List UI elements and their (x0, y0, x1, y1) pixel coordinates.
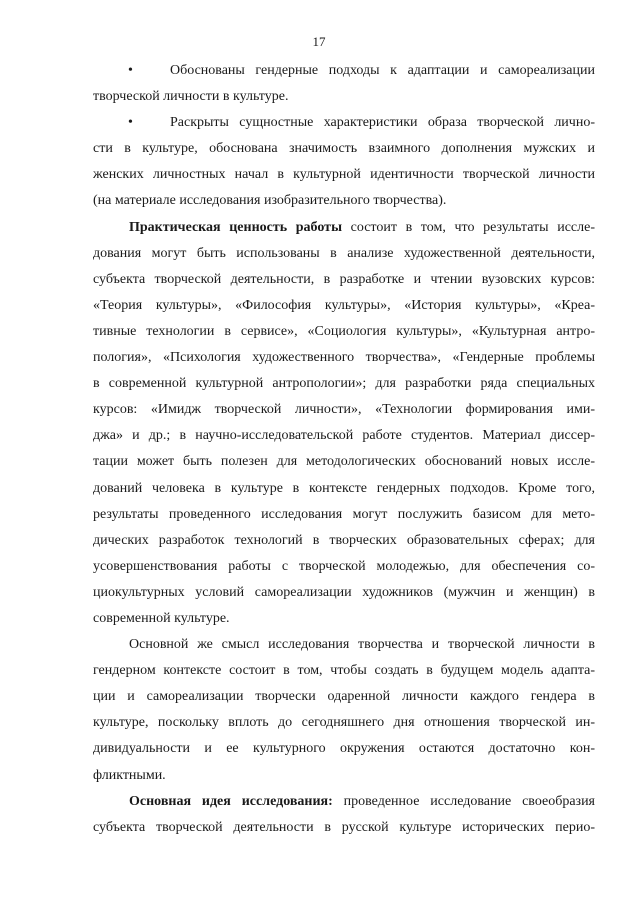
text-line (93, 241, 595, 267)
text-line (93, 710, 595, 736)
line-text: состоит в том, что результаты иссле- (342, 219, 595, 235)
text-line (93, 397, 595, 423)
paragraph-last-line (93, 188, 595, 214)
text-line (93, 267, 595, 293)
text-line (93, 736, 595, 762)
text-line (93, 345, 595, 371)
line-text: субъекта творческой деятельности в русской культуре исторических перио- (93, 819, 595, 835)
bullet-text: Обоснованы гендерные подходы к адаптации и самореализации (170, 63, 595, 78)
line-text: сти в культуре, обоснована значимость взаимного дополнения мужских и (93, 141, 595, 157)
text-line (93, 449, 595, 475)
body-text (93, 58, 595, 841)
text-line (93, 423, 595, 449)
paragraph-first-line (93, 789, 595, 815)
line-text: результаты проведенного исследования могут послужить базисом для мето- (93, 506, 595, 522)
line-text: «Теория культуры», «Философия культуры», «История культуры», «Креа- (93, 297, 595, 313)
line-text: (на материале исследования изобразительного творчества). (93, 193, 447, 209)
paragraph-last-line (93, 763, 595, 789)
paragraph-last-line (93, 84, 595, 110)
line-text: фликтными. (93, 767, 166, 783)
line-text: джа» и др.; в научно-исследовательской работе студентов. Материал диссер- (93, 428, 595, 444)
paragraph-first-line (93, 632, 595, 658)
line-text: дивидуальности и ее культурного окружения остаются достаточно кон- (93, 741, 595, 757)
line-text: курсов: «Имидж творческой личности», «Технологии формирования ими- (93, 402, 595, 418)
bullet-item-line (93, 110, 595, 136)
line-text: Основной же смысл исследования творчества и творческой личности в (129, 637, 595, 653)
line-text: современной культуре. (93, 610, 230, 626)
line-text: творческой личности в культуре. (93, 89, 289, 105)
text-line (93, 371, 595, 397)
text-line (93, 658, 595, 684)
line-text: циокультурных условий самореализации художников (мужчин и женщин) в (93, 584, 595, 600)
text-line (93, 580, 595, 606)
text-line (93, 528, 595, 554)
text-line (93, 162, 595, 188)
line-text: дования могут быть использованы в анализе художественной деятельности, (93, 245, 595, 261)
bullet-text: Раскрыты сущностные характеристики образа творческой лично- (170, 115, 595, 131)
paragraph-last-line (93, 606, 595, 632)
line-text: в современной культурной антропологии»; для разработки ряда специальных (93, 376, 595, 392)
line-text: гендерном контексте состоит в том, чтобы создать в будущем модель адапта- (93, 663, 595, 679)
bullet-icon: • (128, 115, 133, 131)
bullet-icon: • (128, 63, 133, 78)
line-text: культуре, поскольку вплоть до сегодняшнего дня отношения творческой ин- (93, 715, 595, 731)
line-text: пология», «Психология художественного творчества», «Гендерные проблемы (93, 350, 595, 366)
line-text: субъекта творческой деятельности, в разработке и чтении вузовских курсов: (93, 271, 595, 287)
text-line (93, 319, 595, 345)
text-line (93, 476, 595, 502)
text-line (93, 815, 595, 841)
text-line (93, 554, 595, 580)
page-number: 17 (312, 34, 326, 49)
line-text: усовершенствования работы с творческой молодежью, для обеспечения со- (93, 558, 595, 574)
bold-heading: Основная идея исследования: (129, 793, 333, 809)
bold-heading: Практическая ценность работы (129, 219, 342, 235)
text-line (93, 293, 595, 319)
text-line (93, 684, 595, 710)
line-text: тивные технологии в сервисе», «Социология культуры», «Культурная антро- (93, 323, 595, 339)
paragraph-first-line (93, 215, 595, 241)
line-text: тации может быть полезен для методологических обоснований новых иссле- (93, 454, 595, 470)
line-text: дических разработок технологий в творческих образовательных сферах; для (93, 532, 595, 548)
line-text: дований человека в культуре в контексте гендерных подходов. Кроме того, (93, 480, 595, 496)
line-text: женских личностных начал в культурной идентичности творческой личности (93, 167, 595, 183)
text-line (93, 502, 595, 528)
line-text: ции и самореализации творчески одаренной личности каждого гендера в (93, 689, 595, 705)
line-text: проведенное исследование своеобразия (332, 793, 595, 809)
bullet-item-line (93, 58, 595, 84)
text-line (93, 136, 595, 162)
